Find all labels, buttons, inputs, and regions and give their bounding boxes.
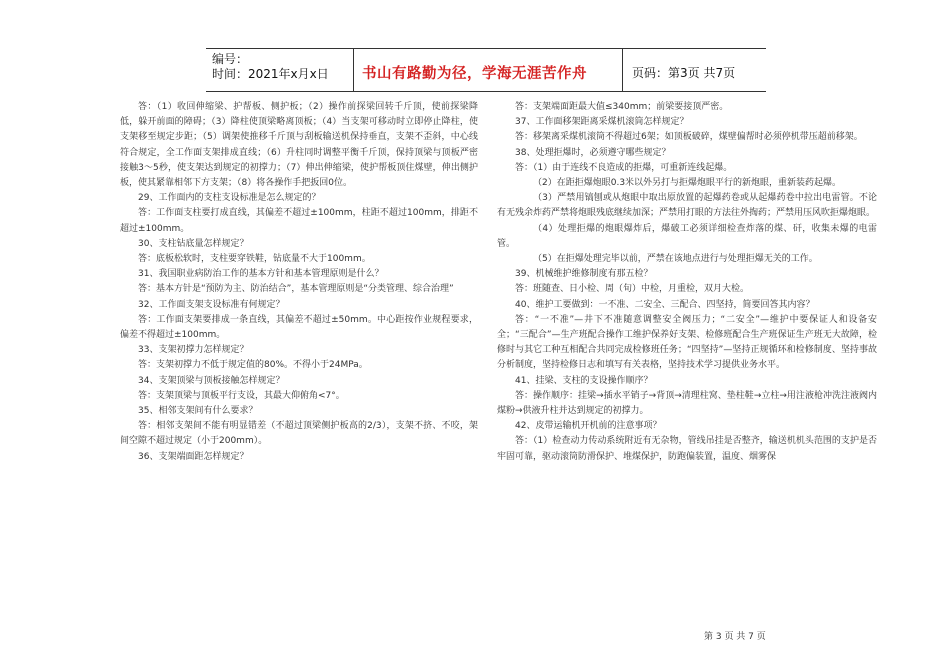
question: 36、支架端面距怎样规定？	[138, 451, 249, 462]
answer: 答：相邻支架间不能有明显错差（不超过顶梁侧护板高的2/3），支架不挤、不咬，架间空隙不超过规定（小于200mm）。	[120, 421, 478, 447]
answer: 答：支架端面距最大值≤340mm；前梁要接顶严密。	[515, 102, 729, 112]
left-column	[120, 100, 478, 465]
answer: 答：（1）由于连线不良造成的拒爆，可重新连线起爆。	[515, 162, 733, 173]
answer: 答：支架初撑力不低于规定值的80%。不得小于24MPa。	[138, 360, 368, 371]
answer: 答：（1）检查动力传动系统附近有无杂物，管线吊挂是否整齐，输送机机头范围的支护是否牢固可靠，驱动滚筒防滑保护、堆煤保护，防跑偏装置，温度、烟雾保	[497, 436, 877, 462]
question: 35、相邻支架间有什么要求？	[138, 406, 258, 417]
header-page-info: 页码：第3页 共7页	[632, 66, 736, 80]
header-divider	[353, 49, 354, 91]
paragraph: 答：（1）收回伸缩梁、护帮板、侧护板；（2）操作前探梁回转千斤顶，使前探梁降低，躲开前面的障碍；（3）降柱使顶梁略离顶板；（4）当支架可移动时立即停止降柱，使支架移至规定步距；（5）调架使推移千斤顶与刮板输送机保持垂直，支架不歪斜，中心线符合规定，全工作面支架排成直线；（6）升柱同时调整平衡千斤顶，保持顶梁与顶板严密接触3～5秒，使支架达到规定的初撑力；（7）伸出伸缩梁，使护帮板顶住煤壁，伸出侧护板，使其紧靠相邻下方支架；（8）将各操作手把扳回0位。	[120, 102, 478, 189]
question: 33、支架初撑力怎样规定？	[138, 345, 249, 356]
answer: 答：操作顺序：挂梁→插水平销子→背顶→清理柱窝、垫柱鞋→立柱→用注液枪冲洗注液阀内煤粉→供液升柱并达到规定的初撑力。	[497, 390, 877, 417]
answer: 答：底板松软时，支柱要穿铁鞋，钻底量不大于100mm。	[138, 254, 371, 265]
question: 30、支柱钻底量怎样规定？	[138, 238, 249, 249]
answer: 答：“一不准”—井下不准随意调整安全阀压力；“二安全”—维护中要保证人和设备安全；“三配合”—生产班配合操作工维护保养好支架、检修班配合生产班保证生产班无大故障，检修时与其它工种互相配合共同完成检修班任务；“四坚持”—坚持正规循环和检修制度、坚持事故分析制度，坚持检修日志和填写有关表格，坚持技术学习提供业务水平。	[497, 314, 877, 371]
answer-item: （5）在拒爆处理完毕以前，严禁在该地点进行与处理拒爆无关的工作。	[533, 254, 818, 265]
question: 41、挂梁、支柱的支设操作顺序？	[515, 375, 653, 386]
answer: 答：工作面支柱要打成直线，其偏差不超过±100mm，柱距不超过100mm，排距不超过±100mm。	[120, 208, 478, 234]
question: 38、处理拒爆时，必须遵守哪些规定？	[515, 147, 671, 158]
answer: 答：支架顶梁与顶板平行支设，其最大仰俯角<7°。	[138, 390, 345, 401]
question: 39、机械维护维修制度有那五检？	[515, 269, 653, 280]
page-header	[206, 48, 766, 92]
answer: 答：基本方针是“预防为主、防治结合”，基本管理原则是“分类管理、综合治理”	[138, 284, 454, 295]
question: 42、皮带运输机开机前的注意事项？	[515, 421, 662, 432]
document-number-label: 编号：	[212, 52, 249, 66]
right-column	[497, 100, 877, 465]
question: 40、维护工要做到：一不准、二安全、三配合、四坚持，简要回答其内容？	[515, 299, 815, 310]
page-footer: 第 3 页 共 7 页	[704, 632, 766, 642]
question: 29、工作面内的支柱支设标准是怎么规定的？	[138, 193, 321, 204]
answer: 答：移架离采煤机滚筒不得超过6架；如顶板破碎，煤壁偏帮时必须停机带压超前移架。	[515, 132, 863, 143]
header-motto: 书山有路勤为径，学海无涯苦作舟	[362, 66, 587, 82]
answer-item: （2）在距拒爆炮眼0.3米以外另打与拒爆炮眼平行的新炮眼，重新装药起爆。	[533, 178, 842, 189]
answer-item: （4）处理拒爆的炮眼爆炸后，爆破工必须详细检查炸落的煤、矸，收集未爆的电雷管。	[497, 223, 877, 249]
header-meta	[212, 52, 329, 82]
question: 37、工作面移架距离采煤机滚筒怎样规定？	[515, 117, 689, 128]
answer: 答：工作面支架要排成一条直线，其偏差不超过±50mm。中心距按作业规程要求，偏差不得超过±100mm。	[120, 314, 478, 341]
question: 34、支架顶梁与顶板接触怎样规定？	[138, 375, 285, 386]
answer-item: （3）严禁用镐刨或从炮眼中取出原放置的起爆药卷或从起爆药卷中拉出电雷管。不论有无残余炸药严禁将炮眼残底继续加深；严禁用打眼的方法往外掏药；严禁用压风吹拒爆炮眼。	[497, 193, 877, 219]
question: 31、我国职业病防治工作的基本方针和基本管理原则是什么？	[138, 269, 384, 280]
header-divider	[622, 49, 623, 91]
question: 32、工作面支架支设标准有何规定？	[138, 299, 285, 310]
answer: 答：班随查、日小检、周（旬）中检，月重检，双月大检。	[515, 284, 750, 295]
document-date: 时间：2021年x月x日	[212, 67, 329, 81]
